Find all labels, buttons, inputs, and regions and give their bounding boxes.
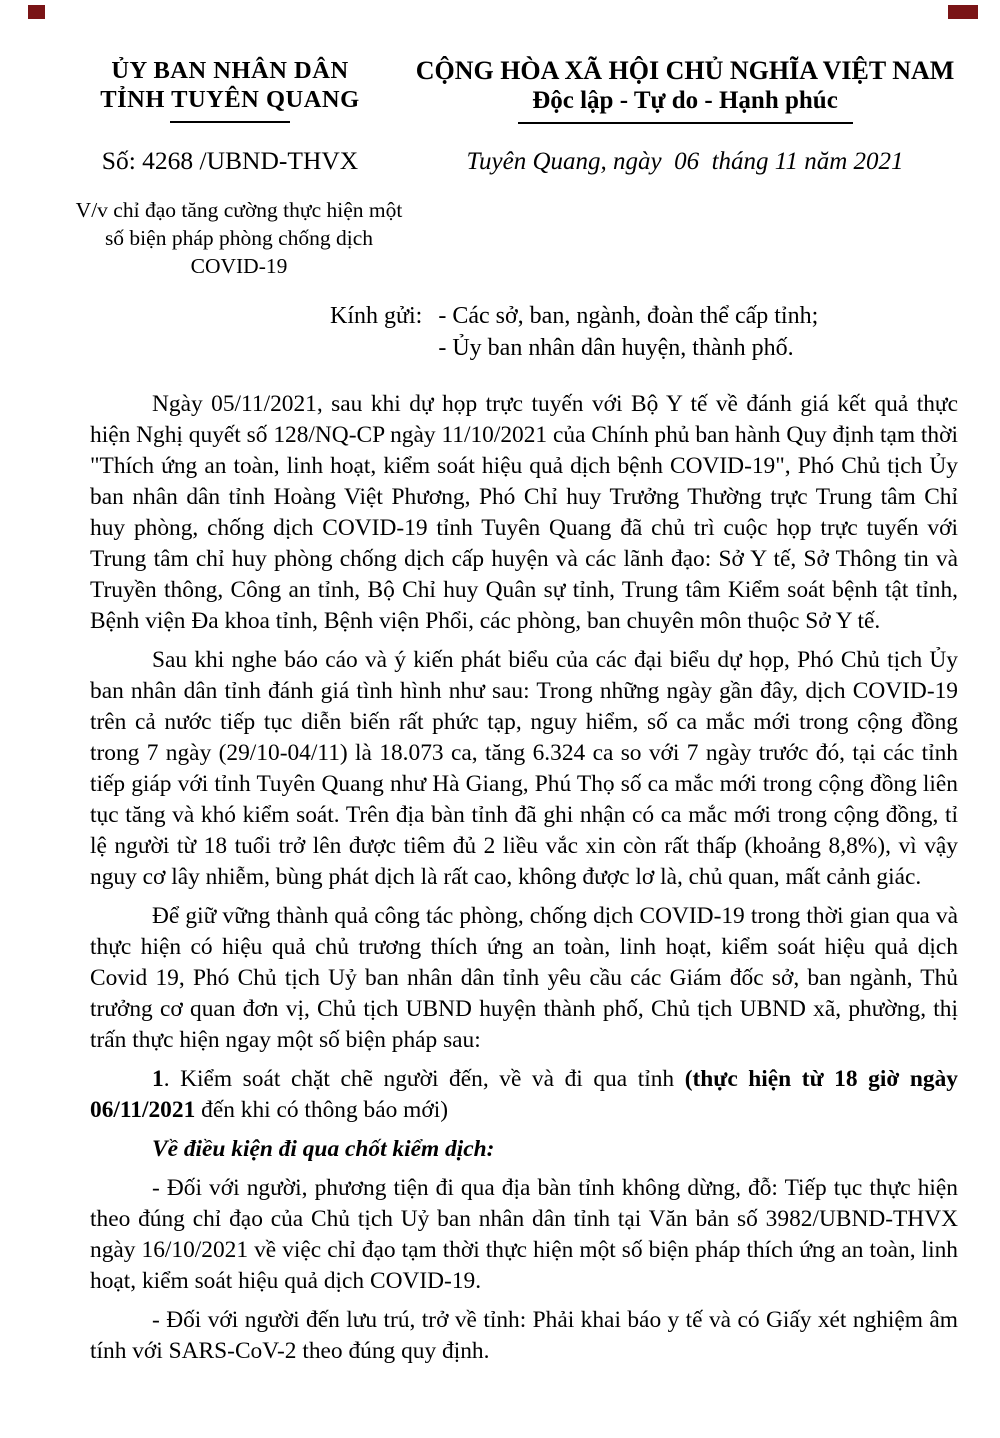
place-and-date: Tuyên Quang, ngày 06 tháng 11 năm 2021 <box>466 148 904 175</box>
salutation-block <box>330 300 1000 364</box>
bullet-transit-no-stop: - Đối với người, phương tiện đi qua địa bàn tỉnh không dừng, đỗ: Tiếp tục thực hiện theo đúng chỉ đạo của Chủ tịch Uỷ ban nhân dân tỉnh tại Văn bản số 3982/UBND-THVX ngày 16/10/2021 về việc chỉ đạo tạm thời thực hiện một số biện pháp thích ứng an toàn, linh hoạt, kiểm soát hiệu quả dịch COVID-19. <box>90 1175 958 1294</box>
redaction-mark-top-left <box>28 5 45 19</box>
subject-line-1: V/v chỉ đạo tăng cường thực hiện một <box>75 198 403 222</box>
national-header-block <box>410 56 960 124</box>
item-1-entry-control: 1. Kiểm soát chặt chẽ người đến, về và đi qua tỉnh (thực hiện từ 18 giờ ngày 06/11/2021 đến khi có thông báo mới) <box>90 1066 958 1123</box>
motto-underline <box>518 122 853 124</box>
issuer-underline <box>170 121 290 123</box>
paragraph-directive-intro: Để giữ vững thành quả công tác phòng, chống dịch COVID-19 trong thời gian qua và thực hiện có hiệu quả chủ trương thích ứng an toàn, linh hoạt, kiểm soát hiệu quả dịch Covid 19, Phó Chủ tịch Uỷ ban nhân dân tỉnh yêu cầu các Giám đốc sở, ban ngành, Thủ trưởng cơ quan đơn vị, Chủ tịch UBND huyện thành phố, Chủ tịch UBND xã, phường, thị trấn thực hiện ngay một số biện pháp sau: <box>90 903 958 1053</box>
document-number: Số: 4268 /UBND-THVX <box>101 146 359 175</box>
recipients-list <box>438 300 818 364</box>
recipient-item: - Các sở, ban, ngành, đoàn thể cấp tỉnh; <box>438 303 819 329</box>
national-title: CỘNG HÒA XÃ HỘI CHỦ NGHĨA VIỆT NAM <box>415 56 955 85</box>
national-motto: Độc lập - Tự do - Hạnh phúc <box>532 87 838 114</box>
document-subject <box>44 196 434 280</box>
document-body <box>90 389 958 1367</box>
subheading-checkpoint-conditions: Về điều kiện đi qua chốt kiểm dịch: <box>152 1136 495 1162</box>
redaction-mark-top-right <box>948 5 978 19</box>
issuing-authority-block <box>50 56 410 124</box>
bullet-arrivals-testing: - Đối với người đến lưu trú, trở về tỉnh: Phải khai báo y tế và có Giấy xét nghiệm âm tính với SARS-CoV-2 theo đúng quy định. <box>90 1307 958 1364</box>
subject-line-3: COVID-19 <box>190 254 288 278</box>
paragraph-meeting-opening: Ngày 05/11/2021, sau khi dự họp trực tuyến với Bộ Y tế về đánh giá kết quả thực hiện Nghị quyết số 128/NQ-CP ngày 11/10/2021 của Chính phủ ban hành Quy định tạm thời "Thích ứng an toàn, linh hoạt, kiểm soát hiệu quả dịch bệnh COVID-19", Phó Chủ tịch Ủy ban nhân dân tỉnh Hoàng Việt Phương, Phó Chỉ huy Trưởng Thường trực Trung tâm Chỉ huy phòng, chống dịch COVID-19 tỉnh Tuyên Quang đã chủ trì cuộc họp trực tuyến với Trung tâm chỉ huy phòng chống dịch cấp huyện và các lãnh đạo: Sở Y tế, Sở Thông tin và Truyền thông, Công an tỉnh, Bộ Chỉ huy Quân sự tỉnh, Trung tâm Kiểm soát bệnh tật tỉnh, Bệnh viện Đa khoa tỉnh, Bệnh viện Phổi, các phòng, ban chuyên môn thuộc Sở Y tế. <box>90 391 958 634</box>
issuing-authority-line1: ỦY BAN NHÂN DÂN <box>111 57 349 84</box>
document-header <box>0 56 1000 124</box>
recipient-item: - Ủy ban nhân dân huyện, thành phố. <box>438 335 794 361</box>
paragraph-situation-assessment: Sau khi nghe báo cáo và ý kiến phát biểu của các đại biểu dự họp, Phó Chủ tịch Ủy ban nhân dân tỉnh đánh giá tình hình như sau: Trong những ngày gần đây, dịch COVID-19 trên cả nước tiếp tục diễn biến rất phức tạp, nguy hiểm, số ca mắc mới trong cộng đồng trong 7 ngày (29/10-04/11) là 18.073 ca, tăng 6.324 ca so với 7 ngày trước đó, tại các tỉnh tiếp giáp với tỉnh Tuyên Quang như Hà Giang, Phú Thọ số ca mắc mới trong cộng đồng liên tục tăng và khó kiểm soát. Trên địa bàn tỉnh đã ghi nhận có ca mắc mới trong cộng đồng, tỉ lệ người từ 18 tuổi trở lên được tiêm đủ 2 liều vắc xin còn rất thấp (khoảng 8,8%), vì vậy nguy cơ lây nhiễm, bùng phát dịch là rất cao, không được lơ là, chủ quan, mất cảnh giác. <box>90 647 958 890</box>
document-meta-row <box>0 146 1000 176</box>
subject-line-2: số biện pháp phòng chống dịch <box>104 226 374 250</box>
issuing-authority-line2: TỈNH TUYÊN QUANG <box>100 86 360 113</box>
salutation-label: Kính gửi: <box>330 303 423 329</box>
